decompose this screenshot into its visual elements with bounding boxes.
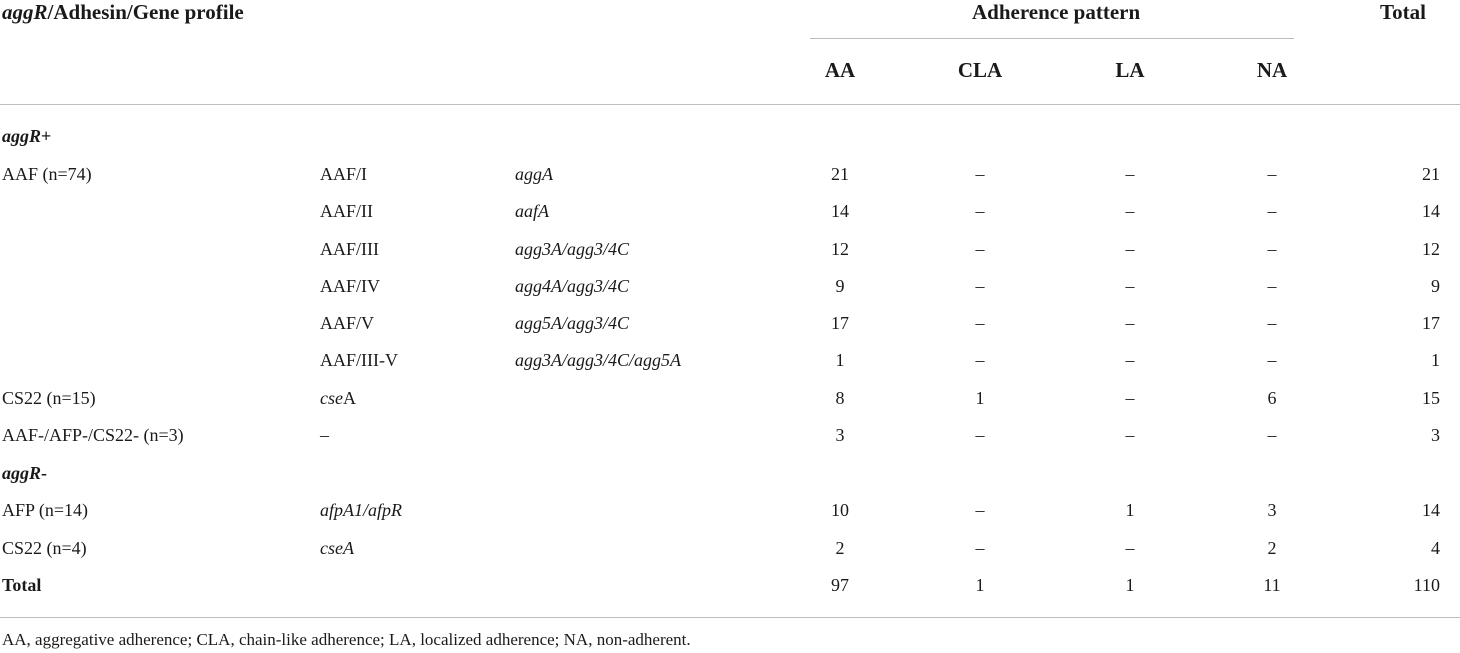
- row-la-value: –: [1125, 239, 1135, 259]
- row-la-value: –: [1125, 164, 1135, 184]
- row-na-value: –: [1267, 201, 1277, 221]
- row-adhesin: –: [320, 425, 329, 445]
- section-label-aggr-positive: aggR+: [2, 126, 52, 146]
- row-la-value: –: [1125, 201, 1135, 221]
- row-total-value: 17: [1422, 313, 1440, 333]
- row-la-value: –: [1125, 350, 1135, 370]
- total-column-header: Total: [1380, 0, 1426, 24]
- row-cla-value: –: [975, 201, 985, 221]
- row-total-value: 14: [1422, 201, 1440, 221]
- row-total-value: 9: [1431, 276, 1440, 296]
- row-total-value: 1: [1431, 350, 1440, 370]
- row-cla-value: –: [975, 350, 985, 370]
- row-la-value: –: [1125, 388, 1135, 408]
- adherence-pattern-header: Adherence pattern: [972, 0, 1141, 24]
- row-na-value: –: [1267, 164, 1277, 184]
- row-aa-value: 12: [831, 239, 849, 259]
- row-na-value: 6: [1267, 388, 1277, 408]
- subheader-aa: AA: [824, 58, 856, 82]
- row-group: AFP (n=14): [2, 500, 88, 520]
- row-na-value: –: [1267, 350, 1277, 370]
- row-adhesin: AAF/III-V: [320, 350, 398, 370]
- row-gene: aafA: [515, 201, 549, 221]
- row-adhesin: AAF/II: [320, 201, 373, 221]
- row-cla-value: –: [975, 239, 985, 259]
- row-adhesin: AAF/V: [320, 313, 375, 333]
- total-total-value: 110: [1413, 575, 1440, 595]
- profile-header-rest: /Adhesin/Gene profile: [47, 0, 244, 24]
- row-gene: agg3A/agg3/4C: [515, 239, 630, 259]
- row-cla-value: –: [975, 313, 985, 333]
- row-aa-value: 14: [831, 201, 849, 221]
- row-group: AAF-/AFP-/CS22- (n=3): [2, 425, 184, 445]
- total-cla-value: 1: [975, 575, 985, 595]
- row-gene: agg4A/agg3/4C: [515, 276, 630, 296]
- row-cla-value: –: [975, 164, 985, 184]
- row-na-value: –: [1267, 239, 1277, 259]
- row-gene: aggA: [515, 164, 553, 184]
- row-la-value: –: [1125, 425, 1135, 445]
- row-na-value: 2: [1267, 538, 1277, 558]
- row-adhesin: AAF/I: [320, 164, 368, 184]
- row-na-value: 3: [1267, 500, 1277, 520]
- row-total-value: 12: [1422, 239, 1440, 259]
- row-adhesin: cseA: [320, 388, 356, 408]
- row-na-value: –: [1267, 425, 1277, 445]
- row-gene: agg3A/agg3/4C/agg5A: [515, 350, 681, 370]
- row-na-value: –: [1267, 313, 1277, 333]
- row-adhesin: AAF/III: [320, 239, 379, 259]
- row-aa-value: 3: [835, 425, 845, 445]
- row-la-value: –: [1125, 313, 1135, 333]
- row-total-value: 4: [1431, 538, 1440, 558]
- header-bottom-rule: [0, 104, 1460, 105]
- row-aa-value: 1: [835, 350, 845, 370]
- total-la-value: 1: [1125, 575, 1135, 595]
- row-cla-value: 1: [975, 388, 985, 408]
- row-total-value: 21: [1422, 164, 1440, 184]
- row-cla-value: –: [975, 276, 985, 296]
- row-na-value: –: [1267, 276, 1277, 296]
- row-total-value: 14: [1422, 500, 1440, 520]
- row-total-value: 15: [1422, 388, 1440, 408]
- table-footnote: AA, aggregative adherence; CLA, chain-like adherence; LA, localized adherence; NA, non-adherent.: [2, 630, 691, 649]
- adherence-header-rule: [810, 38, 1294, 39]
- row-aa-value: 21: [831, 164, 849, 184]
- row-adhesin: cseA: [320, 538, 354, 558]
- row-la-value: –: [1125, 538, 1135, 558]
- row-group: CS22 (n=15): [2, 388, 96, 408]
- row-gene: agg5A/agg3/4C: [515, 313, 630, 333]
- subheader-cla: CLA: [957, 58, 1003, 82]
- row-total-value: 3: [1431, 425, 1440, 445]
- subheader-la: LA: [1115, 58, 1145, 82]
- total-row-label: Total: [2, 575, 42, 595]
- row-group: AAF (n=74): [2, 164, 92, 184]
- section-label-aggr-negative: aggR-: [2, 463, 48, 483]
- row-aa-value: 17: [831, 313, 849, 333]
- row-adhesin: afpA1/afpR: [320, 500, 402, 520]
- row-cla-value: –: [975, 500, 985, 520]
- row-cla-value: –: [975, 425, 985, 445]
- table-bottom-rule: [0, 617, 1460, 618]
- profile-header-italic: aggR: [2, 0, 48, 24]
- total-na-value: 11: [1263, 575, 1281, 595]
- row-aa-value: 10: [831, 500, 849, 520]
- row-aa-value: 9: [835, 276, 845, 296]
- row-aa-value: 8: [835, 388, 845, 408]
- row-la-value: –: [1125, 276, 1135, 296]
- row-aa-value: 2: [835, 538, 845, 558]
- total-aa-value: 97: [831, 575, 849, 595]
- row-adhesin: AAF/IV: [320, 276, 381, 296]
- row-la-value: 1: [1125, 500, 1135, 520]
- profile-column-header: [2, 0, 244, 25]
- row-cla-value: –: [975, 538, 985, 558]
- subheader-na: NA: [1256, 58, 1288, 82]
- row-group: CS22 (n=4): [2, 538, 87, 558]
